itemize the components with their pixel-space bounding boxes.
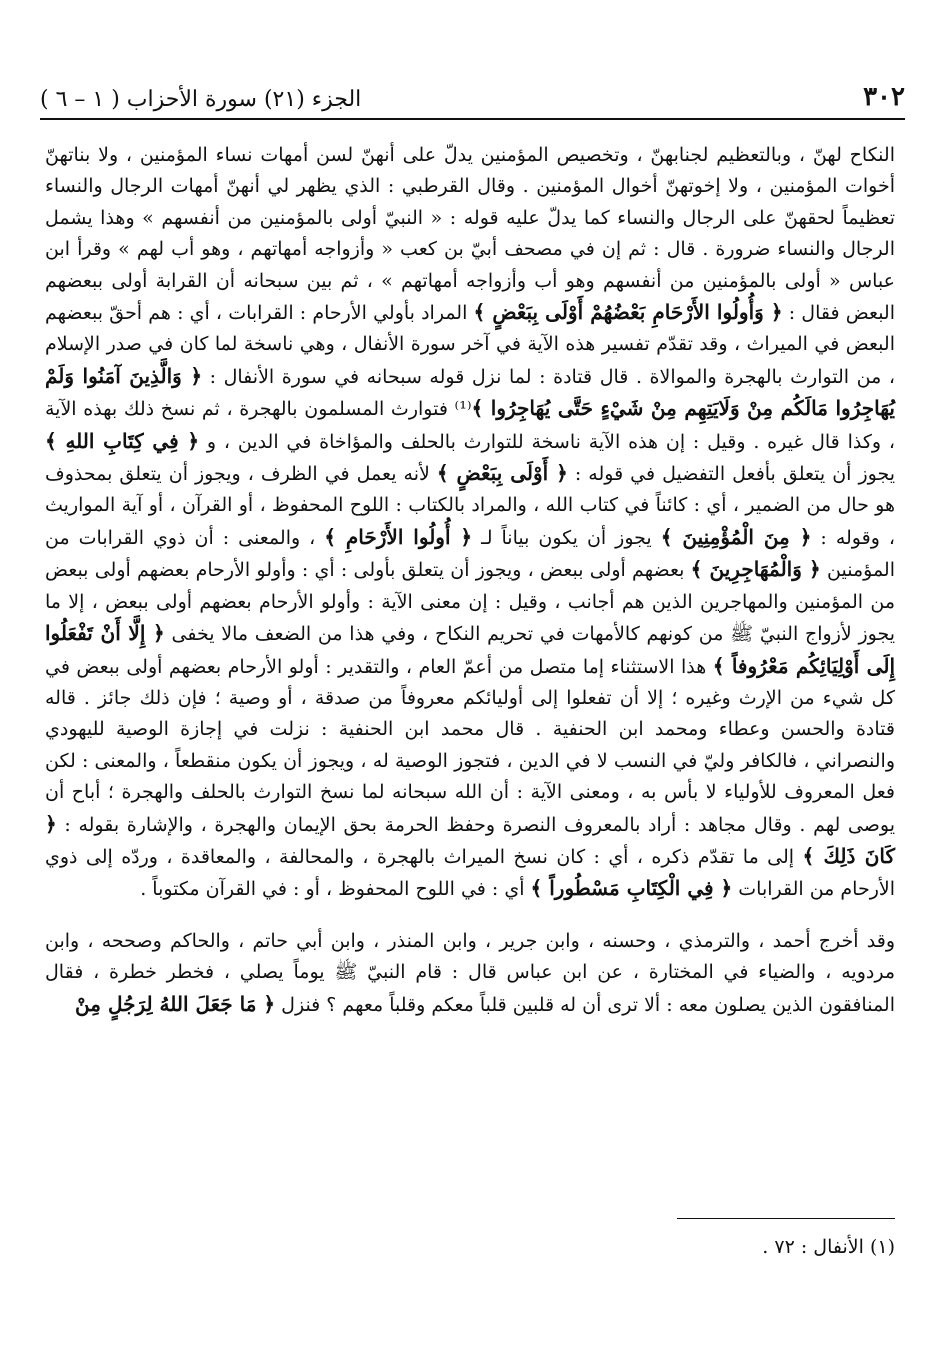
- quran-verse: ﴿ أَوْلَى بِبَعْضٍ ﴾: [436, 461, 568, 486]
- text-segment: إلى ما تقدّم ذكره ، أي : كان نسخ الميراث بالهجرة ، والمحالفة ، والمعاقدة ، وردّه إلى ذوي الأرحام من القرابات: [45, 845, 895, 901]
- running-title: الجزء (٢١) سورة الأحزاب ( ١ – ٦ ): [40, 87, 362, 112]
- text-segment: هذا الاستثناء إما متصل من أعمّ العام ، والتقدير : أولو الأرحام بعضهم أولى ببعض في كل شيء من الإرث وغيره ؛ إلا أن تفعلوا إلى أوليائكم معروفاً من صدقة ، أو وصية ؛ فإن ذلك جائز . قاله قتادة والحسن وعطاء ومحمد ابن الحنفية . قال محمد ابن الحنفية : نزلت في إجازة الوصية لليهودي والنصراني ، فالكافر وليّ في النسب لا في الدين ، فتجوز الوصية له ، ويجوز أن يكون منقطعاً ، والمعنى : لكن فعل المعروف للأولياء لا بأس به ، ومعنى الآية : أن الله سبحانه لما نسخ التوارث بالحلف والهجرة ؛ أباح أن يوصى لهم . وقال مجاهد : أراد بالمعروف النصرة وحفظ الحرمة بحق الإيمان والهجرة ، والإشارة بقوله :: [45, 655, 895, 836]
- page-number: ٣٠٢: [863, 82, 905, 112]
- text-segment: النكاح لهنّ ، وبالتعظيم لجنابهنّ ، وتخصيص المؤمنين يدلّ على أنهنّ لسن أمهات نساء المؤمنين ، ولا بناتهنّ أخوات المؤمنين ، ولا إخوتهنّ أخوال المؤمنين . وقال القرطبي : الذي يظهر لي أنهنّ أمهات الرجال والنساء تعظيماً لحقهنّ على الرجال والنساء كما يدلّ عليه قوله : « النبيّ أولى بالمؤمنين من أنفسهم » وهذا يشمل الرجال والنساء ضرورة . قال : ثم إن في مصحف أبيّ بن كعب « وأزواجه أمهاتهم ، وهو أب لهم » وقرأ ابن عباس « أولى بالمؤمنين من أنفسهم وهو أب وأزواجه أمهاتهم » ، ثم بين سبحانه أن القرابة أولى ببعضهم البعض فقال :: [45, 144, 895, 325]
- footnote-divider: [677, 1218, 895, 1219]
- text-segment: ⁽¹⁾ فتوارث المسلمون بالهجرة ، ثم نسخ ذلك بهذه الآية ، وكذا قال غيره . وقيل : إن هذه الآية ناسخة للتوارث بالحلف والمؤاخاة في الدين ، و: [45, 398, 895, 453]
- paragraph: [45, 140, 895, 906]
- page-header: [40, 80, 905, 120]
- footnote: (١) الأنفال : ٧٢ .: [762, 1236, 895, 1258]
- quran-verse: ﴿ وَأُولُوا الأَرْحَامِ بَعْضُهُمْ أَوْلَى بِبَعْضٍ ﴾: [473, 300, 783, 325]
- text-segment: يجوز أن يتعلق بأفعل التفضيل في قوله :: [567, 463, 895, 486]
- quran-verse: ﴿ مَا جَعَلَ اللهُ لِرَجُلٍ مِنْ: [75, 991, 276, 1016]
- quran-verse: ﴿ وَالْمُهَاجِرِينَ ﴾: [690, 557, 821, 582]
- quran-verse: ﴿ أُولُوا الأَرْحَامِ ﴾: [324, 524, 473, 549]
- text-segment: وقد أخرج أحمد ، والترمذي ، وحسنه ، وابن جرير ، وابن المنذر ، وابن أبي حاتم ، والحاكم وصححه ، وابن مردويه ، والضياء في المختارة ، عن ابن عباس قال : قام النبيّ ﷺ يوماً يصلي ، فخطر خطرة ، فقال المنافقون الذين يصلون معه : ألا ترى أن له قلبين قلباً معكم وقلباً معهم ؟ فنزل: [45, 929, 895, 1016]
- text-segment: أي : في اللوح المحفوظ ، أو : في القرآن مكتوباً .: [140, 878, 531, 901]
- quran-verse: ﴿ كَانَ ذَلِكَ ﴾: [45, 811, 895, 868]
- text-segment: يجوز أن يكون بياناً لـ: [472, 526, 661, 549]
- text-segment: المراد بأولي الأرحام : القرابات ، أي : هم أحقّ ببعضهم البعض في الميراث ، وقد تقدّم تفسير هذه الآية في آخر سورة الأنفال ، وهي ناسخة لما كان في صدر الإسلام ، من التوارث بالهجرة والموالاة . قال قتادة : لما نزل قوله سبحانه في سورة الأنفال :: [45, 302, 895, 388]
- text-segment: بعضهم أولى ببعض ، ويجوز أن يتعلق بأولى : أي : وأولو الأرحام بعضهم أولى ببعض من المؤمنين والمهاجرين الذين هم أجانب ، وقيل : إن معنى الآية : وأولو الأرحام بعضهم أولى ببعض ، إلا ما يجوز لأزواج النبيّ ﷺ من كونهم كالأمهات في تحريم النكاح ، وفي هذا من الضعف مالا يخفى: [45, 559, 895, 646]
- quran-verse: ﴿ فِي الْكِتَابِ مَسْطُوراً ﴾: [530, 876, 733, 901]
- quran-verse: ﴿ فِي كِتَابِ اللهِ ﴾: [45, 428, 200, 453]
- quran-verse: ﴿ مِنَ الْمُؤْمِنِينَ ﴾: [660, 524, 812, 549]
- paragraph: [45, 926, 895, 1021]
- quran-verse: ﴿ إِلَّا أَنْ تَفْعَلُوا إِلَى أَوْلِيَائِكُم مَعْرُوفاً ﴾: [45, 621, 895, 678]
- quran-verse: ﴿ وَالَّذِينَ آمَنُوا وَلَمْ يُهَاجِرُوا مَالَكُم مِنْ وَلَايَتِهِم مِنْ شَيْءٍ حَتَّى يُهَاجِرُوا ﴾: [45, 363, 895, 421]
- body-text: [45, 140, 895, 1021]
- text-segment: ، والمعنى : أن ذوي القرابات من المؤمنين: [45, 526, 895, 582]
- text-segment: لأنه يعمل في الظرف ، ويجوز أن يتعلق بمحذوف هو حال من الضمير ، أي : كائناً في كتاب الله ، والمراد بالكتاب : اللوح المحفوظ ، أو القرآن ، أو آية المواريث ، وقوله :: [45, 463, 896, 549]
